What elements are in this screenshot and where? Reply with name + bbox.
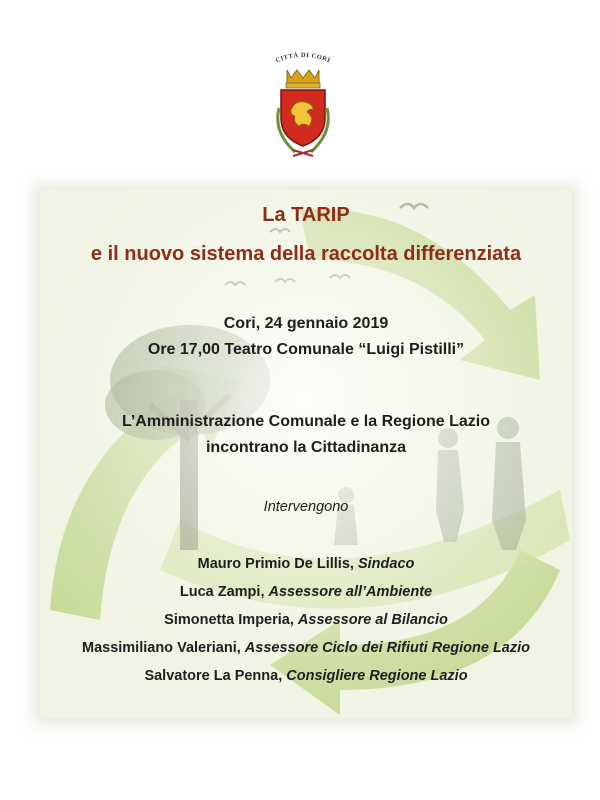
organizers-line-1: L’Amministrazione Comunale e la Regione Lazio: [121, 413, 491, 430]
city-coat-of-arms-icon: [265, 48, 341, 163]
speakers-intro: Intervengono: [263, 499, 349, 515]
speaker-line: [40, 640, 572, 656]
speaker-line: [40, 556, 572, 572]
speaker-name: Luca Zampi,: [179, 584, 269, 600]
city-crest: [265, 48, 341, 163]
event-poster: [40, 190, 572, 718]
speaker-line: [40, 584, 572, 600]
event-venue: Ore 17,00 Teatro Comunale “Luigi Pistilli”: [147, 341, 465, 358]
organizers-line-2: incontrano la Cittadinanza: [205, 439, 406, 456]
speaker-name: Salvatore La Penna,: [144, 668, 287, 684]
speaker-name: Mauro Primio De Lillis,: [197, 556, 358, 572]
poster-subtitle: e il nuovo sistema della raccolta differenziata: [90, 243, 522, 265]
svg-text:CITTÀ DI CORI: [275, 51, 332, 64]
crest-caption: CITTÀ DI CORI: [274, 51, 332, 65]
speaker-role: Assessore al Bilancio: [297, 612, 448, 628]
speaker-role: Consigliere Regione Lazio: [286, 668, 468, 684]
speaker-line: [40, 612, 572, 628]
poster-title: La TARIP: [262, 204, 350, 226]
speaker-name: Simonetta Imperia,: [164, 612, 298, 628]
speaker-role: Assessore Ciclo dei Rifiuti Regione Lazio: [244, 640, 531, 656]
event-date: Cori, 24 gennaio 2019: [223, 315, 389, 332]
speaker-line: [40, 668, 572, 684]
speaker-name: Massimiliano Valeriani,: [81, 640, 245, 656]
speaker-role: Assessore all’Ambiente: [268, 584, 433, 600]
speaker-role: Sindaco: [357, 556, 415, 572]
